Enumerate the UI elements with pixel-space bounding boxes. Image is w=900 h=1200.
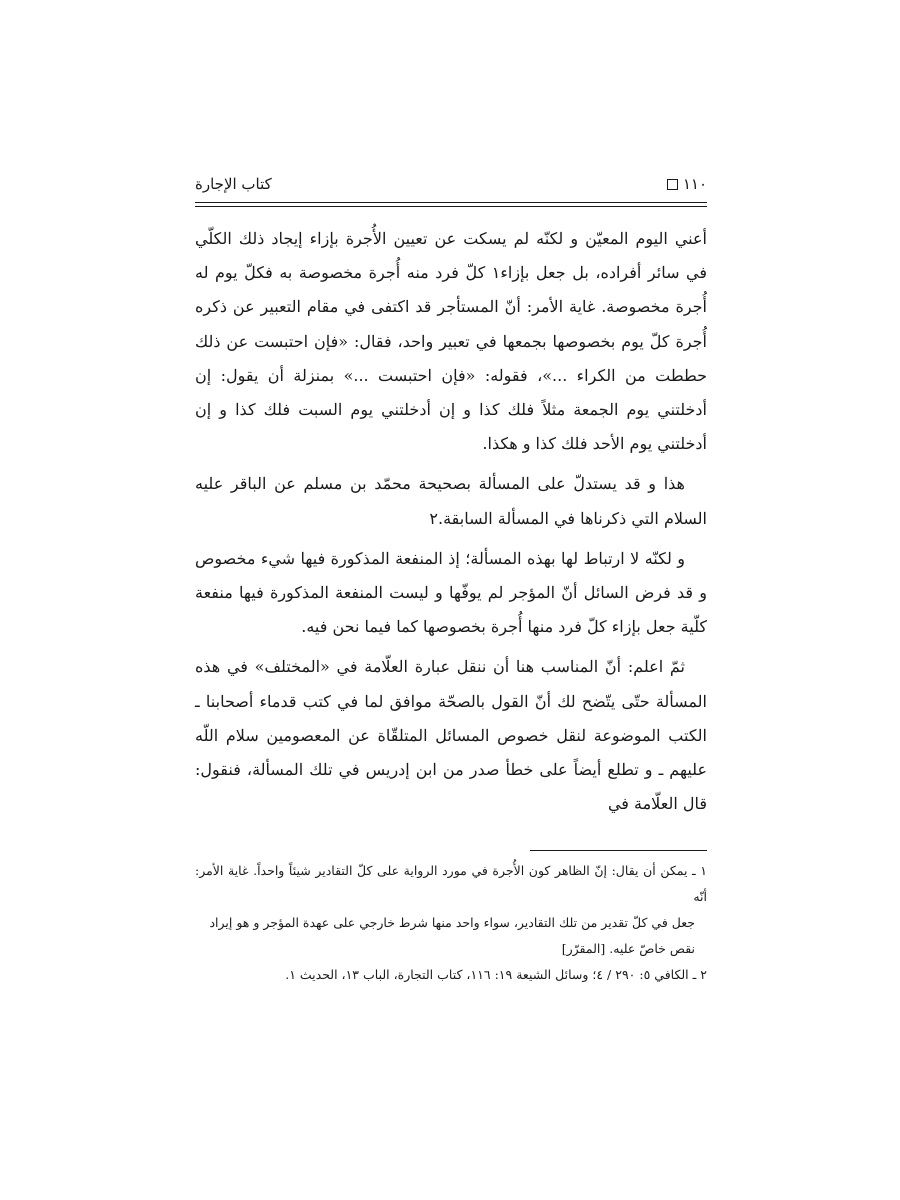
footnote-separator <box>530 850 707 851</box>
footnotes <box>195 858 707 988</box>
footnote-2: ٢ ـ الكافي ٥: ٢٩٠ / ٤؛ وسائل الشيعة ١٩: ١١٦، كتاب التجارة، الباب ١٣، الحديث ١. <box>285 967 707 982</box>
main-text <box>195 222 707 827</box>
paragraph: أعني اليوم المعيّن و لكنّه لم يسكت عن تعيين الأُجرة بإزاء إيجاد ذلك الكلّي في سائر أفراده، بل جعل بإزاء١ كلّ فرد منه أُجرة مخصوصة به فكلّ يوم له أُجرة مخصوصة. غاية الأمر: أنّ المستأجر قد اكتفى في مقام التعبير عن ذكره أُجرة كلّ يوم بخصوصها بجمعها في تعبير واحد، فقال: «فإن احتبست عن ذلك حططت من الكراء ...»، فقوله: «فإن احتبست ...» بمنزلة أن يقول: إن أدخلتني يوم الجمعة مثلاً فلك كذا و إن أدخلتني يوم السبت فلك كذا و إن أدخلتني يوم الأحد فلك كذا و هكذا. <box>195 229 708 454</box>
footnote-1-line: نقص خاصّ عليه. [المقرّر] <box>561 941 695 956</box>
paragraph: ثمّ اعلم: أنّ المناسب هنا أن ننقل عبارة العلّامة في «المختلف» في هذه المسألة حتّى يتّضح لك أنّ القول بالصحّة موافق لما في كتب قدماء أصحابنا ـ الكتب الموضوعة لنقل خصوص المسائل المتلقّاة عن المعصومين سلام اللّه عليهم ـ و تطلع أيضاً على خطأ صدر من ابن إدريس في تلك المسألة، فنقول: قال العلّامة في <box>195 657 707 814</box>
page-number: ١١٠ <box>682 175 707 193</box>
page-header <box>195 175 707 197</box>
footnote-1-line: جعل في كلّ تقدير من تلك التقادير، سواء واحد منها شرط خارجي على عهدة المؤجر و هو إيراد <box>209 915 695 930</box>
square-bullet-icon <box>667 179 678 190</box>
paragraph: و لكنّه لا ارتباط لها بهذه المسألة؛ إذ المنفعة المذكورة فيها شيء مخصوص و قد فرض السائل أنّ المؤجر لم يوفّها و ليست المنفعة المذكورة فيها منفعة كلّية جعل بإزاء كلّ فرد منها أُجرة بخصوصها كما فيما نحن فيه. <box>195 548 707 637</box>
running-title: كتاب الإجارة <box>195 175 272 193</box>
header-rule <box>195 202 707 203</box>
footnote-1-line: ١ ـ يمكن أن يقال: إنّ الظاهر كون الأُجرة في مورد الرواية على كلّ التقادير شيئاً واحداً. غاية الأمر: أنّه <box>195 863 707 904</box>
page-number-block <box>667 175 707 193</box>
header-rule-double <box>195 206 707 207</box>
paragraph: هذا و قد يستدلّ على المسألة بصحيحة محمّد بن مسلم عن الباقر عليه السلام التي ذكرناها في المسألة السابقة.٢ <box>195 474 707 528</box>
